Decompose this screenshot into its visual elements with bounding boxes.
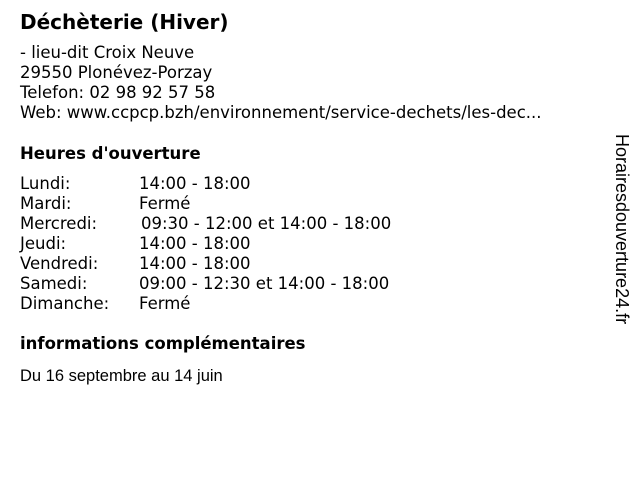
day-label: Mercredi: — [20, 214, 98, 233]
additional-info-heading: informations complémentaires — [20, 334, 306, 353]
day-label: Dimanche: — [20, 294, 110, 313]
day-label: Lundi: — [20, 174, 71, 193]
hours-row-friday — [20, 254, 440, 274]
opening-hours-heading: Heures d'ouverture — [20, 144, 201, 163]
day-label: Mardi: — [20, 194, 72, 213]
hours-row-tuesday — [20, 194, 440, 214]
time-value: 09:00 - 12:30 et 14:00 - 18:00 — [139, 274, 390, 293]
hours-row-thursday — [20, 234, 440, 254]
hours-row-saturday — [20, 274, 440, 294]
time-value: 14:00 - 18:00 — [139, 174, 251, 193]
time-value: 14:00 - 18:00 — [139, 254, 251, 273]
address-line-city: 29550 Plonévez-Porzay — [20, 63, 213, 82]
address-block — [20, 43, 542, 123]
hours-row-sunday — [20, 294, 440, 314]
day-label: Samedi: — [20, 274, 88, 293]
address-line-street: - lieu-dit Croix Neuve — [20, 43, 195, 62]
time-value: 09:30 - 12:00 et 14:00 - 18:00 — [141, 214, 392, 233]
time-value: 14:00 - 18:00 — [139, 234, 251, 253]
place-title: Déchèterie (Hiver) — [20, 10, 229, 34]
time-value: Fermé — [139, 194, 191, 213]
hours-row-wednesday — [20, 214, 440, 234]
day-label: Jeudi: — [20, 234, 67, 253]
website-link: Web: www.ccpcp.bzh/environnement/service-dechets/les-dec... — [20, 103, 542, 122]
opening-hours-table — [20, 174, 440, 314]
hours-row-monday — [20, 174, 440, 194]
day-label: Vendredi: — [20, 254, 99, 273]
phone-number: Telefon: 02 98 92 57 58 — [20, 83, 216, 102]
time-value: Fermé — [139, 294, 191, 313]
additional-info-text: Du 16 septembre au 14 juin — [20, 367, 223, 385]
site-watermark: Horairesdouverture24.fr — [612, 134, 632, 325]
